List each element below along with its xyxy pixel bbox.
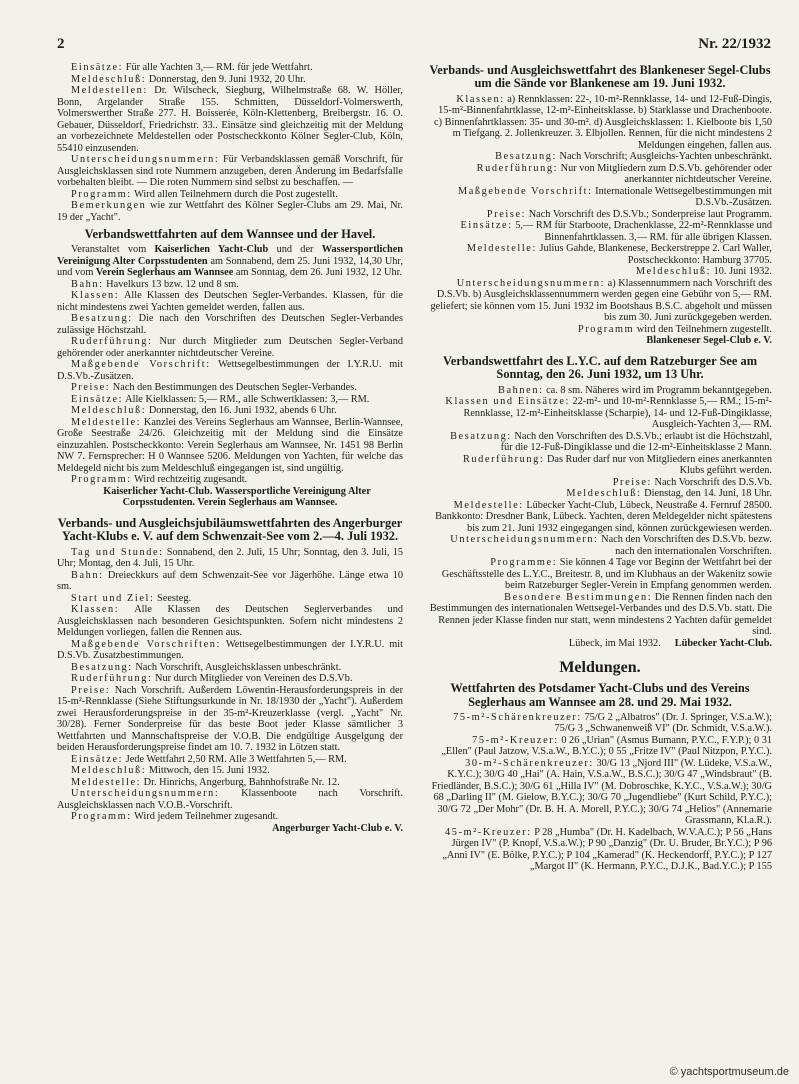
paragraph-text: Nach Vorschrift; Ausgleichs-Yachten unbeschränkt.: [556, 151, 772, 163]
paragraph-label: Meldestelle:: [71, 776, 142, 788]
paragraph: [57, 189, 403, 201]
paragraph-text: Nach Vorschrift. Außerdem Löwentin-Herausforderungspreis in der 15-m²-Rennklasse (Siehe Stiftungsurkunde in Nr. 18/1930 der „Yacht"). Außerdem zwei Herausforderungspreise in der 35-m²-Kreuzerklasse (vergl. „Yacht" Nr. 30/28). Ferner Sonderpreise für das beste Boot jeder Klasse sämtlicher 3 Wettfahrten und Mannschaftspreise der V.O.B. Die endgültige Ausgelgung der beiden Herausforderungspreise findet am 10. 7. 1932 in Lötzen statt.: [57, 684, 403, 754]
paragraph-label: Programm:: [71, 811, 132, 823]
wannsee-heading: Verbandswettfahrten auf dem Wannsee und der Havel.: [84, 227, 376, 241]
paragraph: [57, 200, 403, 223]
paragraph-label: Bemerkungen: [71, 200, 147, 211]
paragraph: [57, 313, 403, 336]
wannsee-intro: Veranstaltet vom Kaiserlichen Yacht-Club und der Wassersportlichen Vereinigung Alter Corpsstudenten am Sonnabend, dem 25. Juni 1932, 14,30 Uhr, und vom Verein Seglerhaus am Wannsee am Sonntag, dem 26. Juni 1932, 12 Uhr.: [57, 244, 404, 279]
paragraph-label: Ruderführung:: [71, 673, 153, 685]
paragraph: [428, 500, 772, 535]
paragraph-text: Nur durch Mitglieder von Vereinen des D.S.Vb.: [152, 673, 353, 685]
paragraph: [428, 396, 772, 431]
paragraph: [428, 385, 772, 397]
paragraph-label: Besondere Bestimmungen:: [504, 591, 653, 603]
paragraph-label: Ruderführung:: [71, 336, 153, 348]
paragraph-label: Bahn:: [71, 569, 104, 581]
paragraph-text: a) Rennklassen: 22-, 10-m²-Rennklasse, 14- und 12-Fuß-Dingis, 15-m²-Binnenfahrtklasse, 12-m²-Einheitsklasse. b) Starklasse und Drachenboote. c) Binnenfahrtklassen: 35- und 30-m². d) Ausgleichsklassen: 1. Kielboote bis 1,50 m Tiefgang. 2. Jollenkreuzer. 3. Elbjollen. Rennen, für die nicht mindestens 2 Meldungen eingehen, fallen aus.: [434, 93, 772, 151]
paragraph-label: Klassen:: [71, 290, 120, 302]
paragraph-label: Unterscheidungsnummern:: [450, 534, 599, 546]
paragraph: [428, 557, 772, 592]
paragraph-label: Meldeschluß:: [635, 266, 712, 278]
paragraph-text: Nach den Bestimmungen des Deutschen Segler-Verbandes.: [110, 382, 357, 394]
paragraph-text: Wird rechtzeitig zugesandt.: [131, 474, 248, 486]
paragraph: [428, 477, 772, 489]
paragraph-label: Maßgebende Vorschrift:: [457, 185, 593, 197]
paragraph-text: Nur durch Mitglieder zum Deutschen Segler-Verband gehörender oder anerkannter nichtdeutscher Vereine.: [57, 336, 403, 359]
paragraph-label: Besatzung:: [71, 661, 133, 673]
paragraph-text: Alle Klassen des Deutschen Segler-Verbandes. Klassen, für die nicht mindestens zwei Yachten gemeldet werden, fallen aus.: [57, 290, 403, 313]
paragraph-text: Havelkurs 13 bzw. 12 und 8 sm.: [103, 278, 239, 290]
paragraph-label: Maßgebende Vorschrift:: [71, 359, 211, 371]
paragraph-text: ca. 8 sm. Näheres wird im Programm bekanntgegeben.: [543, 384, 772, 396]
paragraph-text: Die Rennen finden nach den Bestimmungen des internationalen Wettsegel-Verbandes und des D.S.Vb. statt. Die Rennen jeder Klasse finden nur statt, wenn mindestens 2 Yachten dafür gemeldet sind.: [429, 591, 772, 638]
paragraph: [428, 220, 772, 243]
paragraph: [57, 85, 403, 154]
paragraph: [57, 279, 403, 291]
paragraph-text: Julius Gahde, Blankenese, Beckerstreppe 2. Carl Waller, Postscheckkonto: Hamburg 37705.: [536, 243, 772, 266]
paragraph: [57, 639, 403, 662]
paragraph-label: Besatzung:: [450, 430, 512, 442]
paragraph: [428, 758, 772, 827]
lyc-heading: Verbandswettfahrt des L.Y.C. auf dem Ratzeburger See am Sonntag, den 26. Juni 1932, um 13 Uhr.: [442, 353, 758, 382]
paragraph: [57, 593, 403, 605]
paragraph-text: Für Verbandsklassen gemäß Vorschrift, für Ausgleichsklassen sind rote Nummern anzugeben, deren Änderung im Bedarfsfalle vorbehalten bleibt. — Die roten Nummern sind selbst zu beschaffen. —: [57, 154, 403, 188]
paragraph-label: Ruderführung:: [476, 162, 559, 174]
paragraph-label: Besatzung:: [71, 313, 133, 325]
paragraph-text: Nach Vorschrift des D.S.Vb.; Sonderpreise laut Programm.: [526, 208, 772, 220]
paragraph-label: Maßgebende Vorschriften:: [71, 638, 222, 650]
paragraph-text: Wird allen Teilnehmern durch die Post zugestellt.: [131, 188, 338, 200]
paragraph: [428, 712, 772, 735]
paragraph: [57, 673, 403, 685]
watermark: © yachtsportmuseum.de: [669, 1066, 789, 1078]
lyc-signature: Lübecker Yacht-Club.: [674, 637, 772, 649]
paragraph: [57, 62, 403, 74]
paragraph: [428, 94, 772, 152]
paragraph-text: Seesteg.: [154, 592, 192, 604]
angerburg-signature: Angerburger Yacht-Club e. V.: [272, 822, 403, 834]
paragraph: [57, 765, 403, 777]
paragraph: [57, 290, 403, 313]
paragraph-text: 75/G 2 „Albatros" (Dr. J. Springer, V.S.a.W.); 75/G 3 „Schwanenweiß VI" (Dr. Schmidt, V.S.a.W.).: [554, 711, 772, 735]
paragraph-label: 75-m²-Schärenkreuzer:: [453, 711, 582, 723]
paragraph-label: Programm:: [71, 474, 132, 486]
left-column: [57, 62, 403, 834]
paragraph: [57, 405, 403, 417]
paragraph-label: Meldestelle:: [466, 243, 537, 255]
paragraph: [57, 777, 403, 789]
paragraph-text: Lübecker Yacht-Club, Lübeck, Neustraße 4. Fernruf 28500. Bankkonto: Dresdner Bank, Lübeck. Yachten, deren Meldegelder nicht spätestens bis zum 21. Juni 1932 eingegangen sind, können zurückgewiesen werden.: [435, 499, 772, 534]
paragraph: [57, 604, 403, 639]
paragraph: [428, 534, 772, 557]
paragraph-text: Klassenboote nach Vorschrift. Ausgleichsklassen nach V.O.B.-Vorschrift.: [57, 788, 403, 811]
angerburg-details: [57, 547, 403, 823]
paragraph-label: Einsätze:: [71, 393, 124, 405]
paragraph-label: Meldestelle:: [453, 499, 524, 511]
paragraph-text: Wettsegelbestimmungen der I.Y.R.U. mit D.S.Vb. Zusatzbestimmungen.: [57, 638, 403, 662]
issue-number: Nr. 22/1932: [698, 36, 771, 52]
blankenese-details: [428, 94, 772, 336]
paragraph-label: Klassen und Einsätze:: [445, 396, 570, 408]
paragraph-text: Nach Vorschrift, Ausgleichsklassen unbeschränkt.: [132, 661, 342, 673]
paragraph-text: Nach Vorschrift des D.S.Vb.: [651, 476, 772, 488]
paragraph-label: Programm: [577, 323, 635, 335]
paragraph: [428, 488, 772, 500]
paragraph-label: Einsätze:: [71, 62, 124, 73]
paragraph-text: Für alle Yachten 3,— RM. für jede Wettfahrt.: [123, 62, 313, 73]
paragraph-text: wie zur Wettfahrt des Kölner Segler-Clubs am 29. Mai, Nr. 19 der „Yacht".: [57, 200, 403, 223]
paragraph-label: Meldeschluß:: [71, 73, 147, 85]
paragraph-text: Wird jedem Teilnehmer zugesandt.: [131, 811, 279, 823]
paragraph-label: Unterscheidungsnummern:: [71, 154, 220, 165]
paragraph-text: 10. Juni 1932.: [711, 266, 772, 278]
paragraph-label: 45-m²-Kreuzer:: [444, 826, 532, 838]
paragraph: [428, 454, 772, 477]
paragraph: [57, 811, 403, 823]
paragraph-label: Besatzung:: [495, 151, 557, 163]
paragraph-label: Ruderführung:: [462, 453, 545, 465]
angerburg-heading: Verbands- und Ausgleichsjubiläumswettfahrten des Angerburger Yacht-Klubs e. V. auf dem Schwenzait-See vom 2.—4. Juli 1932.: [57, 515, 403, 544]
paragraph: [57, 474, 403, 486]
paragraph: [428, 735, 772, 758]
paragraph-text: Mittwoch, den 15. Juni 1932.: [146, 765, 270, 777]
paragraph-text: 0 26 „Urian" (Asmus Bumann, P.Y.C., F.Y.P.); 0 31 „Ellen" (Paul Jatzow, V.S.a.W., B.Y.C.); 0 55 „Fritze IV" (Paul Nitzpon, P.Y.C.).: [441, 734, 772, 758]
paragraph: [428, 186, 772, 209]
paragraph-text: Sonnabend, den 2. Juli, 15 Uhr; Sonntag, den 3. Juli, 15 Uhr; Montag, den 4. Juli, 15 Uhr.: [57, 546, 403, 570]
paragraph: [428, 266, 772, 278]
paragraph: [57, 417, 403, 475]
meldungen-title: Wettfahrten des Potsdamer Yacht-Clubs und des Vereins Seglerhaus am Wannsee am 28. und 29. Mai 1932.: [450, 681, 750, 709]
wannsee-details: [57, 279, 403, 486]
paragraph-label: Programm:: [71, 188, 132, 200]
meldungen-heading: Meldungen.: [559, 659, 641, 677]
paragraph: [57, 547, 403, 570]
paragraph-text: Internationale Wettsegelbestimmungen mit D.S.Vb.-Zusätzen.: [592, 185, 772, 209]
paragraph-text: 30/G 13 „Njord III" (W. Lüdeke, V.S.a.W., K.Y.C.); 30/G 40 „Hai" (A. Hain, V.S.a.W., B.S.C.); 30/G 47 „Windsbraut" (B. Friedländer, B.S.C.); 30/G 61 „Hilla IV" (M. Dobroschke, K.Y.C., V.S.a.W.); 30/G 68 „Darling II" (M. Gielow, B.Y.C.); 30/G 70 „Jugendliebe" (Kurt Schild, P.Y.C.); 30/G 72 „Der Mohr" (Dr. B. H. A. Morell, P.Y.C.); 30/G 74 „Helios" (Annemarie Grassmann, Kl.a.R.).: [431, 757, 772, 827]
paragraph-text: Alle Kielklassen: 5,— RM., alle Schwertklassen: 3,— RM.: [123, 393, 370, 405]
paragraph-label: Einsätze:: [460, 220, 513, 232]
paragraph-label: Unterscheidungsnummern:: [71, 788, 220, 800]
paragraph: [57, 754, 403, 766]
paragraph: [57, 685, 403, 754]
paragraph: [428, 209, 772, 221]
paragraph-text: Nach den Vorschriften des D.S.Vb. bezw. nach den internationalen Vorschriften.: [598, 534, 772, 557]
paragraph: [428, 592, 772, 638]
paragraph: [428, 827, 772, 873]
paragraph-label: Preise:: [71, 382, 111, 394]
paragraph-text: Wettsegelbestimmungen der I.Y.R.U. mit D.S.Vb.-Zusätzen.: [57, 359, 403, 382]
paragraph-text: wird den Teilnehmern zugestellt.: [634, 323, 772, 335]
paragraph-text: 22-m²- und 10-m²-Rennklasse 5,— RM.; 15-m²-Rennklasse, 12-m²-Einheitsklasse (Scharpie), 14- und 12-Fuß-Dingiklasse, Ausgleich-Yachten 3,— RM.: [463, 396, 772, 431]
paragraph-label: Programme:: [490, 557, 558, 569]
paragraph-label: Bahn:: [71, 278, 104, 290]
paragraph-text: Das Ruder darf nur von Mitgliedern eines anerkannten Klubs geführt werden.: [544, 453, 772, 477]
blankenese-signature: Blankeneser Segel-Club e. V.: [646, 335, 772, 347]
paragraph: [57, 788, 403, 811]
meldungen-entries: [428, 712, 772, 873]
lyc-place-date: Lübeck, im Mai 1932. Lübecker Yacht-Club.: [568, 637, 772, 649]
paragraph: [57, 154, 403, 189]
blankenese-heading: Verbands- und Ausgleichswettfahrt des Blankeneser Segel-Clubs um die Sände vor Blankenese am 19. Juni 1932.: [429, 63, 771, 91]
paragraph-label: Tag und Stunde:: [71, 546, 164, 558]
paragraph: [57, 359, 403, 382]
paragraph-label: Unterscheidungsnummern:: [456, 277, 606, 289]
paragraph-label: Einsätze:: [71, 753, 124, 765]
page-number-left: 2: [57, 36, 65, 52]
lyc-details: [428, 385, 772, 638]
paragraph-text: Die nach den Vorschriften des Deutschen Segler-Verbandes zulässige Höchstzahl.: [57, 313, 403, 336]
paragraph-text: Nur von Mitgliedern zum D.S.Vb. gehörender oder anerkannter nichtdeutscher Vereine.: [558, 162, 772, 186]
paragraph-text: P 28 „Humba" (Dr. H. Kadelbach, W.V.A.C.); P 56 „Hans Jürgen IV" (P. Knopf, V.S.a.W.); P 90 „Danzig" (Dr. U. Bruder, Br.Y.C.); P 96 „Anni IV" (E. Bölke, P.Y.C.); P 104 „Kamerad" (K. Heckendorff, P.Y.C.); P 127 „Margot II" (K. Hermann, P.Y.C., D.J.K., Bad.Y.C.); P 155: [442, 826, 772, 873]
paragraph-text: Kanzlei des Vereins Seglerhaus am Wannsee, Berlin-Wannsee, Große Seestraße 24/26. Gleichzeitig mit der Meldung sind die Einsätze einzuzahlen. Postscheckkonto: Verein Seglerhaus am Wannsee, Nr. 1451 98 Berlin NW 7. Fernsprecher: H 0 Wannsee 5206. Meldungen von Yachten, für welche das Meldegeld nicht bis zum Meldeschluß eingegangen ist, sind ungültig.: [57, 416, 403, 474]
paragraph-text: Alle Klassen des Deutschen Seglerverbandes und Ausgleichsklassen nach besonderen Gesichtspunkten. Sofern nicht mindestens 2 Meldungen vorliegen, fallen die Rennen aus.: [57, 604, 403, 639]
paragraph: [57, 662, 403, 674]
paragraph: [57, 570, 403, 593]
paragraph: [57, 74, 403, 86]
paragraph-label: Preise:: [486, 208, 527, 220]
paragraph-label: Meldestellen:: [71, 85, 148, 96]
paragraph-label: 75-m²-Kreuzer:: [472, 734, 559, 746]
koeln-announcement-tail: [57, 62, 403, 223]
paragraph-text: Dienstag, den 14. Juni, 18 Uhr.: [641, 488, 772, 500]
paragraph-label: Klassen:: [71, 604, 120, 616]
paragraph-label: Start und Ziel:: [71, 592, 155, 604]
paragraph-label: 30-m²-Schärenkreuzer:: [465, 757, 594, 769]
paragraph-text: Jede Wettfahrt 2,50 RM. Alle 3 Wettfahrten 5,— RM.: [123, 753, 347, 765]
paragraph: [428, 243, 772, 266]
paragraph: [428, 151, 772, 163]
paragraph-text: Dr. Hinrichs, Angerburg, Bahnhofstraße Nr. 12.: [141, 776, 340, 788]
paragraph: [428, 278, 772, 324]
paragraph-label: Meldestelle:: [71, 416, 142, 428]
paragraph: [57, 394, 403, 406]
paragraph-label: Preise:: [71, 684, 111, 696]
paragraph: [428, 324, 772, 336]
paragraph: [428, 431, 772, 454]
paragraph-label: Klassen:: [456, 93, 505, 105]
right-column: [428, 64, 772, 873]
paragraph-text: a) Klassennummern nach Vorschrift des D.S.Vb. b) Ausgleichsklassennummern werden gegen eine Gebühr von 5,— RM. geliefert; sie können vom 15. Juni 1932 im Bootshaus B.S.C. abgeholt und müssen bis zum 30. Juni zurückgegeben werden.: [430, 277, 772, 324]
paragraph-text: Dreieckkurs auf dem Schwenzait-See vor Jägerhöhe. Länge etwa 10 sm.: [57, 569, 403, 593]
wannsee-signature: Kaiserlicher Yacht-Club. Wassersportliche Vereinigung Alter Corpsstudenten. Verein Seglerhaus am Wannsee.: [103, 485, 371, 509]
paragraph-label: Meldeschluß:: [566, 488, 642, 500]
paragraph: [428, 163, 772, 186]
paragraph-label: Meldeschluß:: [71, 765, 147, 777]
paragraph-text: Donnerstag, den 9. Juni 1932, 20 Uhr.: [146, 73, 306, 85]
paragraph-label: Bahnen:: [498, 384, 544, 396]
paragraph-text: 5,— RM für Starboote, Drachenklasse, 22-m²-Rennklasse und Binnenfahrtklassen. 3,— RM. für alle übrigen Klassen.: [512, 220, 772, 243]
paragraph: [57, 336, 403, 359]
paragraph-label: Preise:: [612, 476, 652, 488]
paragraph-label: Meldeschluß:: [71, 405, 147, 417]
paragraph-text: Nach den Vorschriften des D.S.Vb.; erlaubt ist die Höchstzahl, für die 12-Fuß-Dingiklasse und die 12-m²-Einheitsklasse 2 Mann.: [500, 430, 772, 454]
paragraph-text: Sie können 4 Tage vor Beginn der Wettfahrt bei der Geschäftsstelle des L.Y.C., Breitestr. 8, und im Klubhaus an der Wakenitz sowie beim Ratzeburger Segler-Verein in Empfang genommen werden.: [441, 557, 772, 592]
paragraph: [57, 382, 403, 394]
paragraph-text: Donnerstag, den 16. Juni 1932, abends 6 Uhr.: [146, 405, 337, 417]
paragraph-text: Dr. Wilscheck, Siegburg, Wilhelmstraße 68. W. Höller, Bonn, Argelander Straße 155. Schmitten, Düsseldorf-Volmerswerth, Volmerswerther Straße 277. H. Boisserée, Köln-Klettenberg, Breibergstr. 16. O. Gebauer, Düsseldorf, Friedrichstr. 33.. Einsätze sind gleichzeitig mit der Meldung an vorbezeichnete Meldestellen oder Postscheckkonto Kölner Segler-Club, Köln, 55410 einzusenden.: [57, 85, 403, 154]
